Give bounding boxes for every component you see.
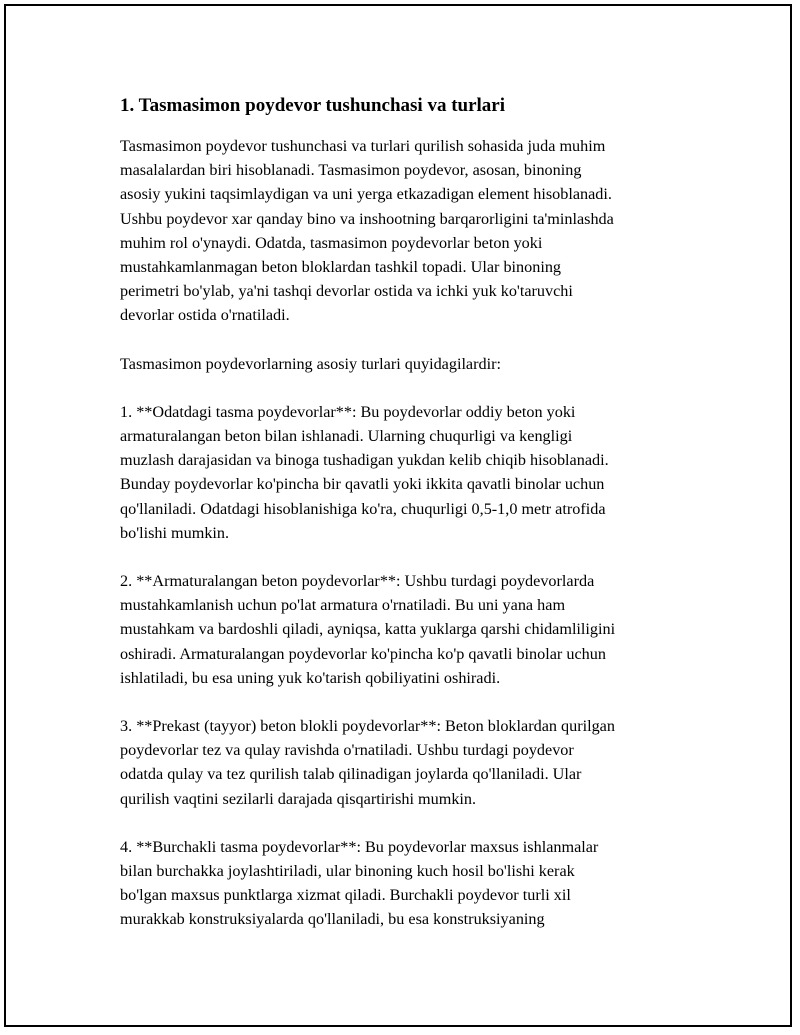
paragraph-line: masalalardan biri hisoblanadi. Tasmasimon poydevor, asosan, binoning <box>120 161 582 180</box>
paragraph-line: 4. **Burchakli tasma poydevorlar**: Bu poydevorlar maxsus ishlanmalar <box>120 837 599 856</box>
paragraph-line: Tasmasimon poydevor tushunchasi va turlari qurilish sohasida juda muhim <box>120 137 606 155</box>
paragraph-list <box>120 134 680 932</box>
paragraph-line: asosiy yukini taqsimlaydigan va uni yerga etkazadigan element hisoblanadi. <box>120 185 612 204</box>
paragraph-line: poydevorlar tez va qulay ravishda o'rnatiladi. Ushbu turdagi poydevor <box>120 741 574 760</box>
paragraph-line: murakkab konstruksiyalarda qo'llaniladi, bu esa konstruksiyaning <box>120 910 545 929</box>
paragraph-line: bilan burchakka joylashtiriladi, ular binoning kuch hosil bo'lishi kerak <box>120 862 575 881</box>
paragraph-line: Tasmasimon poydevorlarning asosiy turlari quyidagilardir: <box>120 354 501 373</box>
paragraph-line: 3. **Prekast (tayyor) beton blokli poydevorlar**: Beton bloklardan qurilgan <box>120 717 615 736</box>
paragraph <box>120 835 680 932</box>
paragraph-line: mustahkamlanmagan beton bloklardan tashkil topadi. Ular binoning <box>120 258 562 277</box>
paragraph-line: muhim rol o'ynaydi. Odatda, tasmasimon poydevorlar beton yoki <box>120 233 543 252</box>
document-content <box>120 94 680 956</box>
section-heading: 1. Tasmasimon poydevor tushunchasi va turlari <box>120 95 506 116</box>
paragraph-line: odatda qulay va tez qurilish talab qilinadigan joylarda qo'llaniladi. Ular <box>120 765 582 784</box>
paragraph-line: muzlash darajasidan va binoga tushadigan yukdan kelib chiqib hisoblanadi. <box>120 451 609 470</box>
paragraph-line: Bunday poydevorlar ko'pincha bir qavatli yoki ikkita qavatli binolar uchun <box>120 475 605 494</box>
paragraph-line: bo'lishi mumkin. <box>120 523 230 542</box>
paragraph-line: 1. **Odatdagi tasma poydevorlar**: Bu poydevorlar oddiy beton yoki <box>120 402 576 421</box>
document-page <box>4 4 792 1027</box>
paragraph-line: mustahkamlanish uchun po'lat armatura o'rnatiladi. Bu uni yana ham <box>120 596 566 615</box>
paragraph-line: devorlar ostida o'rnatiladi. <box>120 306 290 325</box>
paragraph-line: bo'lgan maxsus punktlarga xizmat qiladi. Burchakli poydevor turli xil <box>120 886 571 905</box>
paragraph <box>120 569 680 690</box>
paragraph-line: Ushbu poydevor xar qanday bino va inshootning barqarorligini ta'minlashda <box>120 209 614 228</box>
paragraph-line: armaturalangan beton bilan ishlanadi. Ularning chuqurligi va kengligi <box>120 427 573 446</box>
paragraph <box>120 400 680 545</box>
paragraph-line: perimetri bo'ylab, ya'ni tashqi devorlar ostida va ichki yuk ko'taruvchi <box>120 282 573 301</box>
paragraph <box>120 714 680 811</box>
paragraph-line: mustahkam va bardoshli qiladi, ayniqsa, katta yuklarga qarshi chidamliligini <box>120 620 616 639</box>
paragraph-line: qo'llaniladi. Odatdagi hisoblanishiga ko'ra, chuqurligi 0,5-1,0 metr atrofida <box>120 499 606 518</box>
paragraph-line: oshiradi. Armaturalangan poydevorlar ko'pincha ko'p qavatli binolar uchun <box>120 644 606 663</box>
paragraph-line: ishlatiladi, bu esa uning yuk ko'tarish qobiliyatini oshiradi. <box>120 668 501 687</box>
paragraph <box>120 134 680 328</box>
paragraph-line: 2. **Armaturalangan beton poydevorlar**: Ushbu turdagi poydevorlarda <box>120 572 595 591</box>
paragraph <box>120 352 680 376</box>
paragraph-line: qurilish vaqtini sezilarli darajada qisqartirishi mumkin. <box>120 789 477 808</box>
